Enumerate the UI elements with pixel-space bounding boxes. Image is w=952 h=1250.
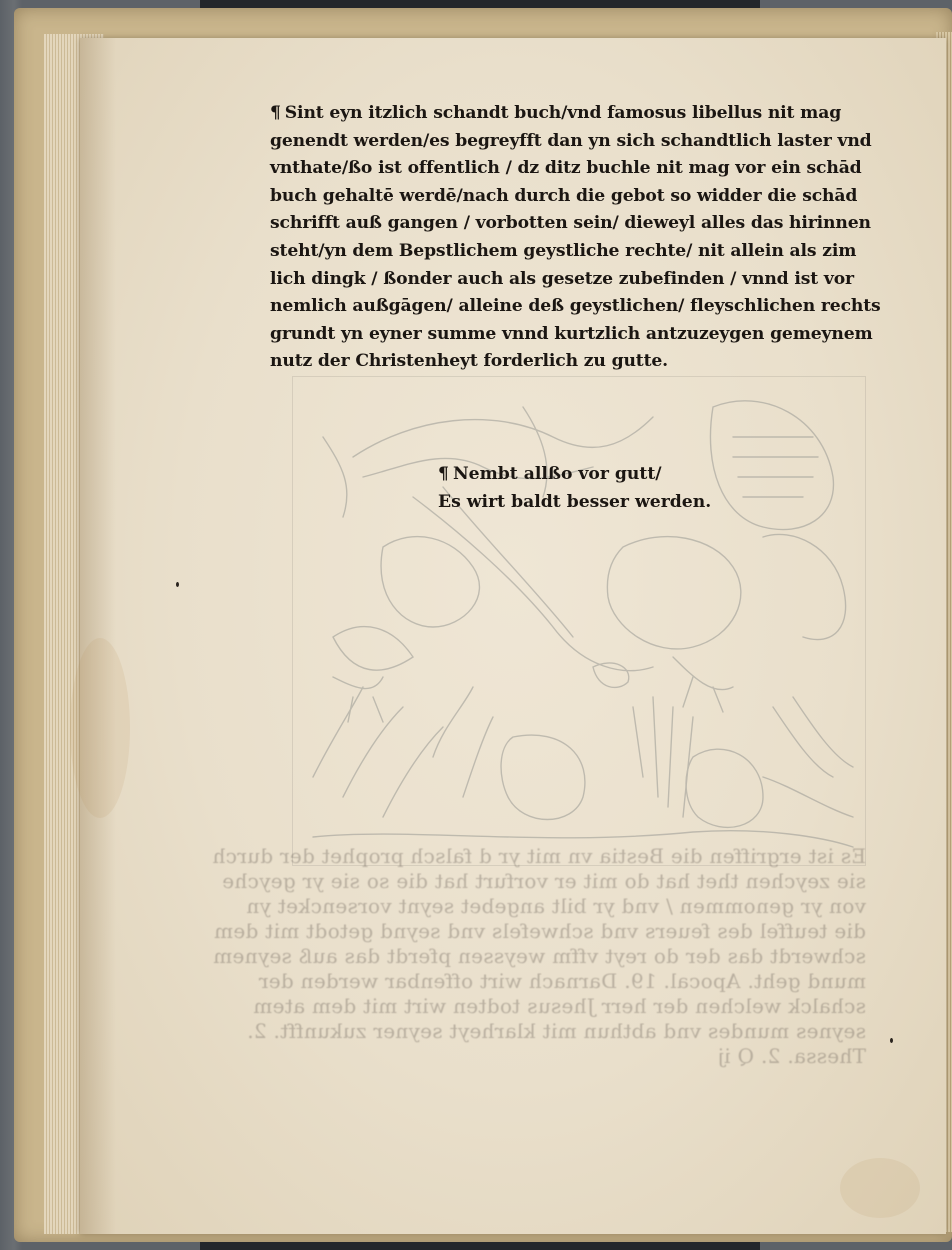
book-page — [80, 38, 946, 1234]
text-line: grundt yn eyner summe vnnd kurtzlich antzuzeygen gemeynem — [270, 323, 873, 344]
motto — [438, 460, 711, 516]
text-line: vnthate/ßo ist offentlich / dz ditz buchle nit mag vor ein schād — [270, 158, 862, 179]
paragraph-mark: ¶ — [438, 464, 449, 484]
paper-stain — [840, 1158, 920, 1218]
ink-speck — [176, 582, 179, 587]
text-line: genendt werden/es begreyfft dan yn sich schandtlich laster vnd — [270, 130, 872, 151]
text-line: schrifft auß gangen / vorbotten sein/ dieweyl alles das hirinnen — [270, 213, 871, 234]
motto-line: ¶ Nembt allßo vor gutt/ — [438, 460, 711, 488]
paper-stain — [70, 638, 130, 818]
text-line: lich dingk / ßonder auch als gesetze zubefinden / vnnd ist vor — [270, 268, 854, 289]
motto-line: Es wirt baldt besser werden. — [438, 492, 712, 512]
text-line: steht/yn dem Bepstlichem geystliche rechte/ nit allein als zim — [270, 240, 857, 261]
text-line: nemlich außgāgen/ alleine deß geystlichen/ fleyschlichen rechts — [270, 296, 881, 317]
gutter-shadow — [80, 38, 116, 1234]
ink-speck — [890, 1038, 893, 1043]
text-line: nutz der Christenheyt forderlich zu gutte. — [270, 351, 668, 372]
text-line: ¶ Sint eyn itzlich schandt buch/vnd famosus libellus nit mag — [270, 100, 890, 128]
paragraph-mark: ¶ — [270, 103, 281, 123]
woodcut-show-through — [292, 376, 866, 866]
text-line: buch gehaltē werdē/nach durch die gebot so widder die schād — [270, 185, 858, 206]
body-paragraph — [270, 100, 890, 376]
book-cover — [14, 8, 952, 1242]
show-through-text: Es ist ergriffen die Bestia vn mit yr d falsch prophet der durch sie zeychen thet hat do mit er vorfurt hat die so sie yr geyche von yr genommen / vnd yr bilt angebet seynt vorsencket yn die teuffel des feuers vnd schwefels vnd seynd getodt mit dem schwerdt das der do reyt vffm weyssen pferdt das auß seynem mund geht. Apocal. 19. Darnach wirt offenbar werden der schalck welchen der herr Jhesus todten wirt mit dem atem seynes mundes vnd abthun mit klarheyt seyner zukunfft. 2. Thessa. 2. Q ij — [212, 844, 866, 1068]
